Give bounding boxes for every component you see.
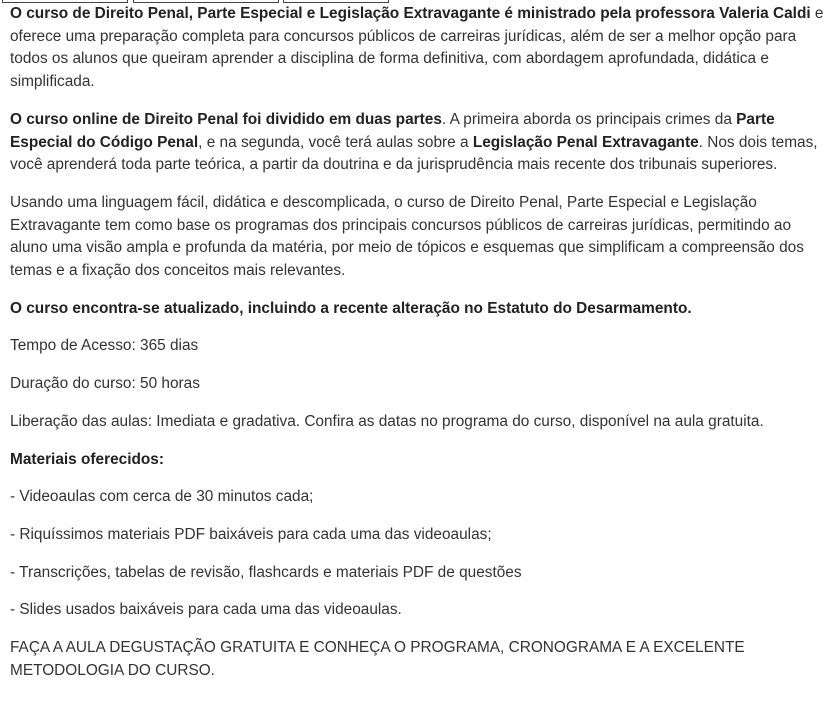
online-text: . A primeira aborda os principais crimes da [441, 110, 737, 128]
legislacao-bold: Legislação Penal Extravagante [472, 133, 699, 151]
online-paragraph [10, 109, 830, 177]
material-item: - Slides usados baixáveis para cada uma das videoaulas. [10, 601, 402, 619]
material-item: - Videoaulas com cerca de 30 minutos cada; [10, 488, 314, 506]
updated-bold: O curso encontra-se atualizado, incluindo a recente alteração no Estatuto do Desarmamento. [10, 299, 692, 317]
materials-heading-bold: Materiais oferecidos: [10, 450, 164, 468]
intro-bold: O curso de Direito Penal, Parte Especial e Legislação Extravagante é ministrado pela professora Valeria Caldi [10, 5, 811, 22]
access-time: Tempo de Acesso: 365 dias [10, 337, 199, 355]
intro-text: e oferece uma preparação completa para concursos públicos de carreiras jurídicas, além de ser a melhor opção para todos os alunos que queiram aprender a disciplina de forma definitiva, com abordagem aprofundada, didática e simplificada. [10, 5, 824, 91]
call-to-action: FAÇA A AULA DEGUSTAÇÃO GRATUITA E CONHEÇA O PROGRAMA, CRONOGRAMA E A EXCELENTE METODOLOGIA DO CURSO. [10, 639, 745, 679]
parte-especial-bold: Parte Especial do Código Penal [10, 110, 775, 151]
intro-paragraph [10, 3, 830, 94]
online-text: . Nos dois temas, você aprenderá toda parte teórica, a partir da doutrina e da jurisprudência mais recente dos tribunais superiores. [10, 133, 818, 174]
material-item: - Riquíssimos materiais PDF baixáveis para cada uma das videoaulas; [10, 525, 492, 543]
language-paragraph: Usando uma linguagem fácil, didática e descomplicada, o curso de Direito Penal, Parte Especial e Legislação Extravagante tem como base os programas dos principais concursos públicos de carreiras jurídicas, permitindo ao aluno uma visão ampla e profunda da matéria, por meio de tópicos e esquemas que simplificam a compreensão dos temas e a fixação dos conceitos mais relevantes. [10, 193, 804, 280]
material-item: - Transcrições, tabelas de revisão, flashcards e materiais PDF de questões [10, 563, 522, 581]
course-duration: Duração do curso: 50 horas [10, 375, 200, 393]
updated-paragraph [10, 298, 830, 321]
materials-heading [10, 449, 830, 472]
online-text: , e na segunda, você terá aulas sobre a [198, 133, 473, 151]
class-release: Liberação das aulas: Imediata e gradativa. Confira as datas no programa do curso, disponível na aula gratuita. [10, 412, 764, 430]
online-bold: O curso online de Direito Penal foi dividido em duas partes [10, 110, 442, 128]
course-description [10, 3, 830, 697]
